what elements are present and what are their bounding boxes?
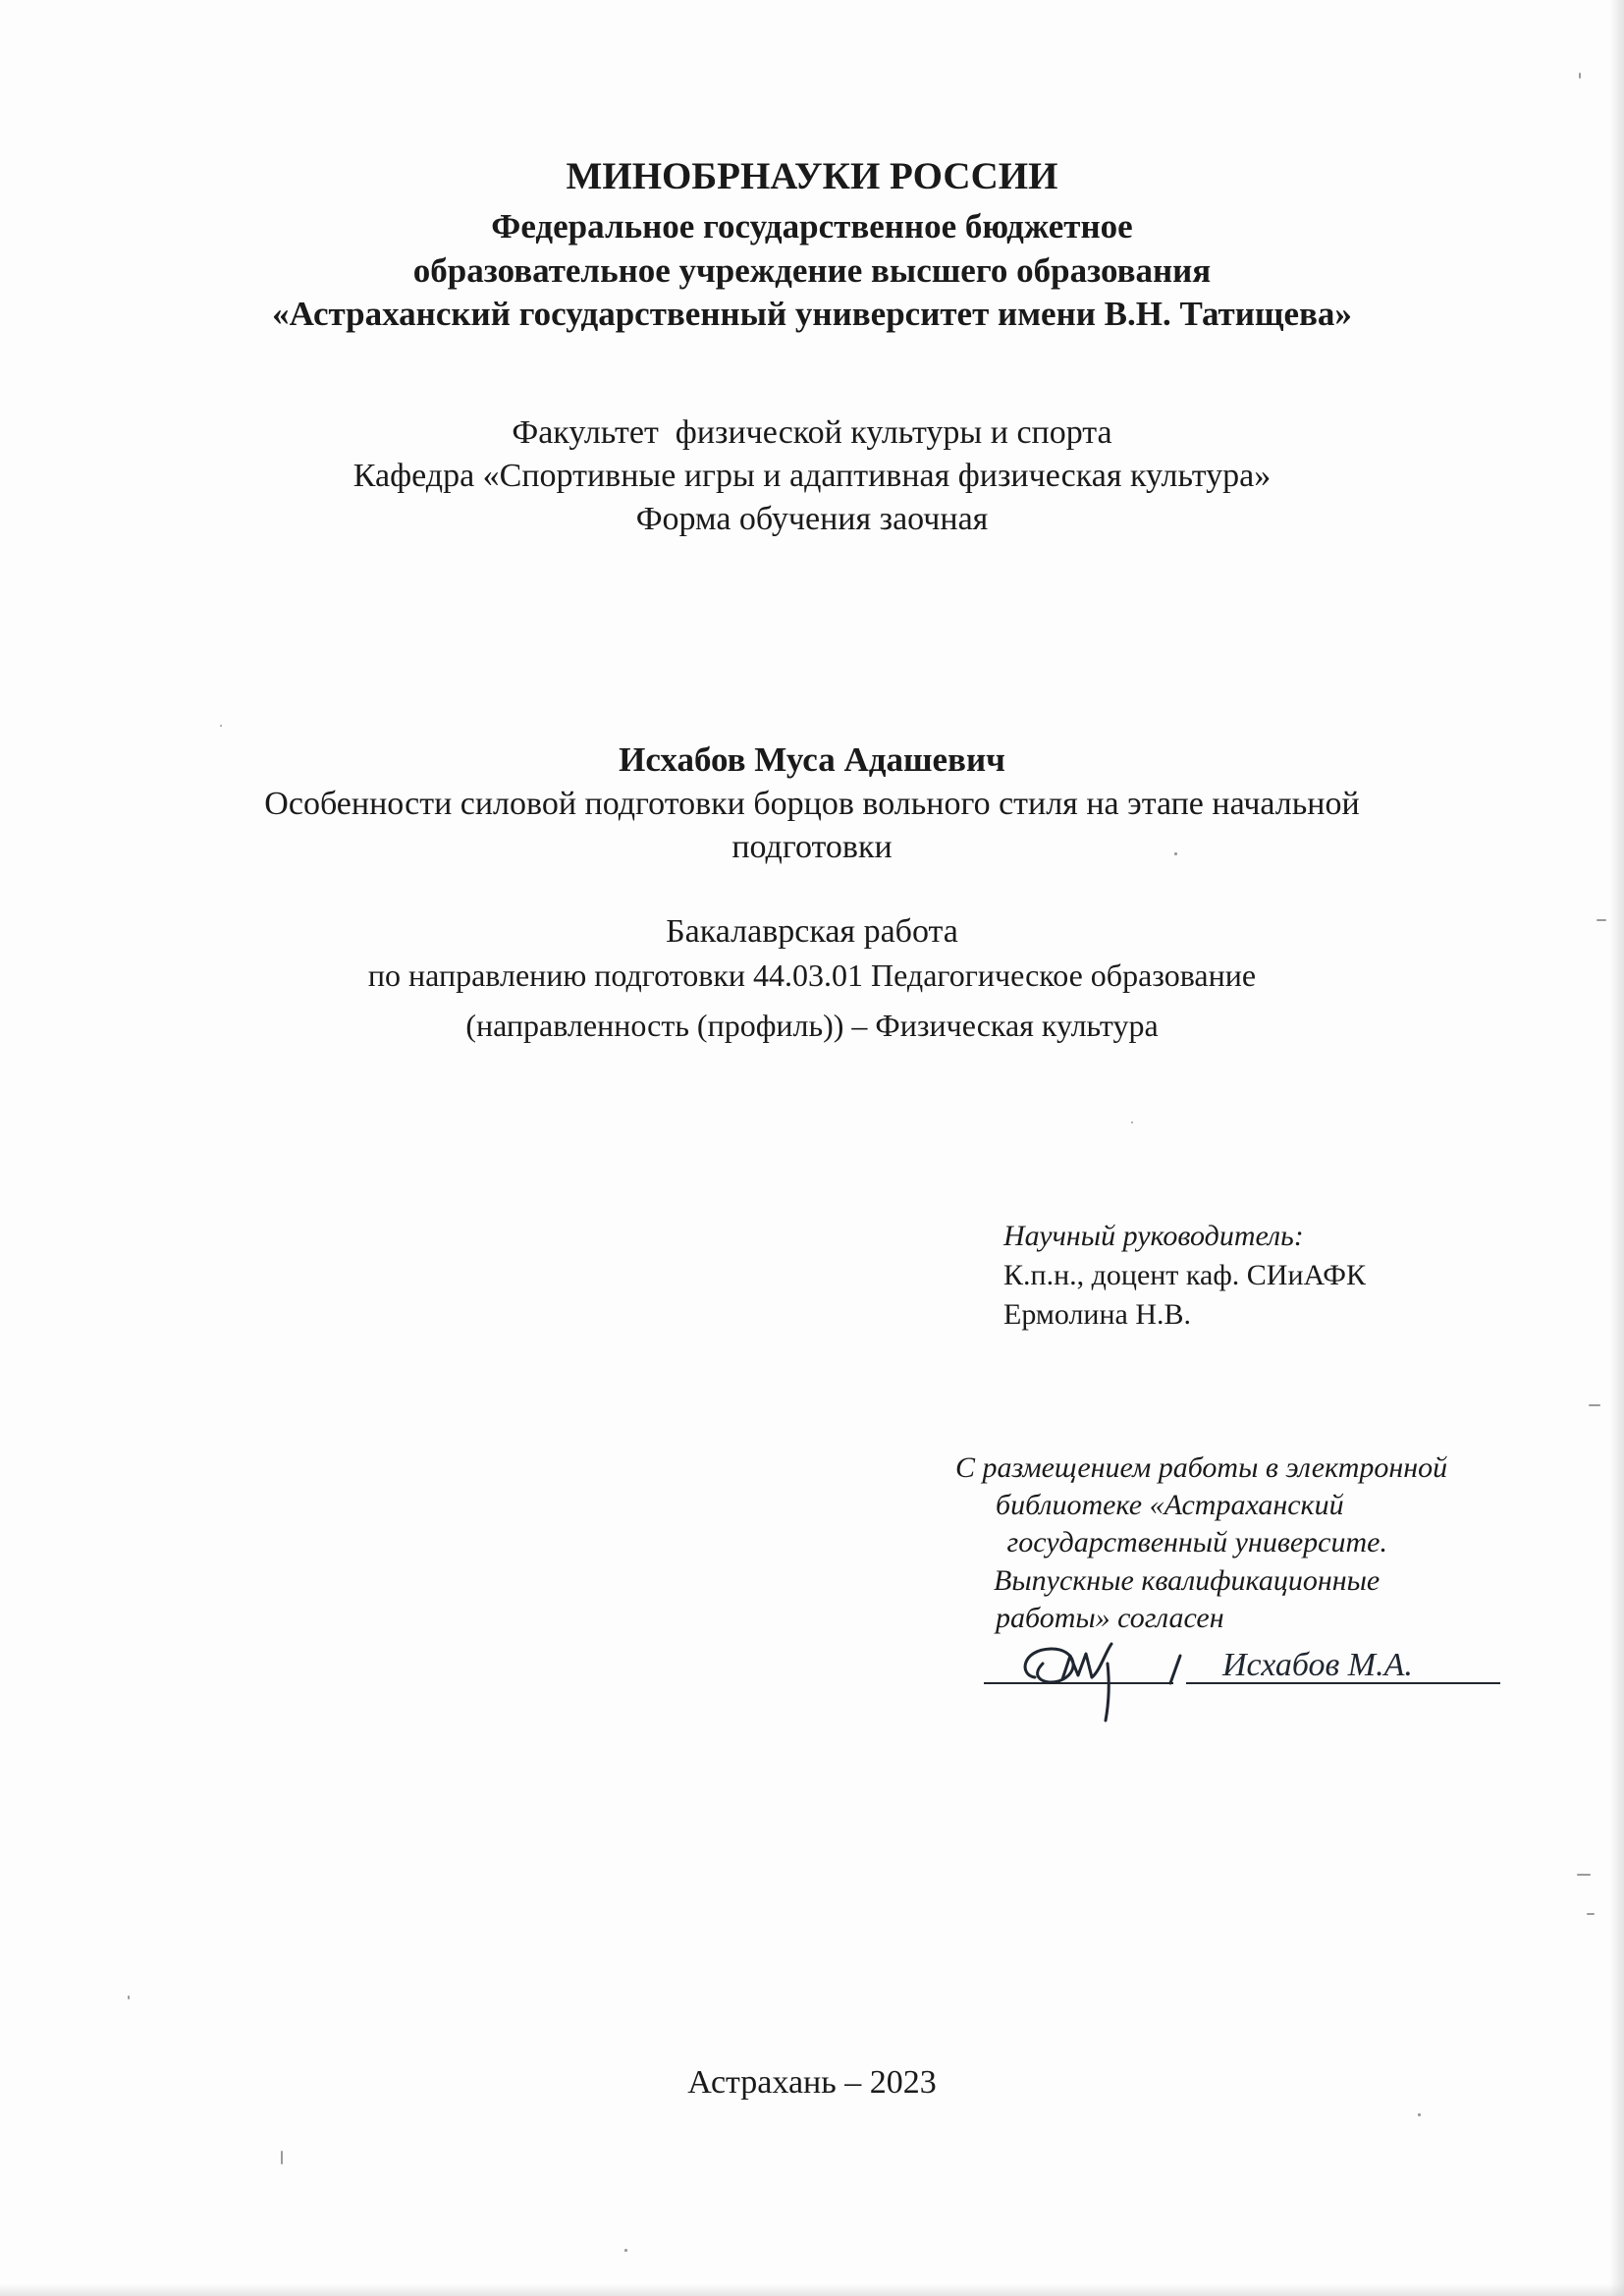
scan-speck xyxy=(1579,73,1581,79)
scan-edge-shadow xyxy=(1610,0,1624,2296)
consent-line-1: С размещением работы в электронной xyxy=(955,1451,1448,1484)
scan-speck xyxy=(1174,852,1177,855)
consent-line-3: государственный университе. xyxy=(1000,1526,1387,1558)
supervisor-label: Научный руководитель: xyxy=(1003,1220,1304,1252)
faculty-name: Факультет физической культуры и спорта xyxy=(512,414,1112,451)
institution-line-1: Федеральное государственное бюджетное xyxy=(491,207,1133,246)
study-form: Форма обучения заочная xyxy=(635,501,989,537)
handwritten-signature xyxy=(972,1636,1502,1724)
supervisor-position: К.п.н., доцент каф. СИиАФК xyxy=(1003,1259,1367,1291)
consent-line-2: библиотеке «Астраханский xyxy=(996,1489,1344,1521)
study-direction-line-1: по направлению подготовки 44.03.01 Педагогическое образование xyxy=(367,957,1257,993)
scan-speck xyxy=(1597,919,1606,921)
scan-edge-shadow xyxy=(0,2284,1624,2296)
scan-speck xyxy=(1589,1404,1600,1406)
city-year: Астрахань – 2023 xyxy=(687,2064,937,2101)
scan-speck xyxy=(1577,1874,1591,1876)
scan-speck xyxy=(281,2151,283,2164)
institution-line-3: «Астраханский государственный университет имени В.Н. Татищева» xyxy=(272,295,1352,333)
consent-line-5: работы» согласен xyxy=(996,1602,1224,1634)
author-name: Исхабов Муса Адашевич xyxy=(619,740,1005,779)
department-name: Кафедра «Спортивные игры и адаптивная физическая культура» xyxy=(352,458,1272,494)
scan-speck xyxy=(1131,1121,1133,1123)
ministry-heading: МИНОБРНАУКИ РОССИИ xyxy=(566,155,1058,197)
thesis-title-line-1: Особенности силовой подготовки борцов вольного стиля на этапе начальной xyxy=(264,786,1360,822)
svg-text:Исхабов М.А.: Исхабов М.А. xyxy=(1222,1647,1413,1683)
scan-speck xyxy=(128,1995,130,1999)
supervisor-name: Ермолина Н.В. xyxy=(1003,1298,1192,1331)
scan-speck xyxy=(1587,1913,1595,1915)
consent-line-4: Выпускные квалификационные xyxy=(994,1564,1380,1597)
study-direction-line-2: (направленность (профиль)) – Физическая культура xyxy=(465,1008,1159,1043)
scan-speck xyxy=(1418,2113,1421,2116)
scan-speck xyxy=(220,725,222,727)
scan-speck xyxy=(624,2249,627,2252)
thesis-title-line-2: подготовки xyxy=(731,829,893,865)
institution-line-2: образовательное учреждение высшего образования xyxy=(412,251,1212,290)
work-type: Бакалаврская работа xyxy=(666,913,958,950)
